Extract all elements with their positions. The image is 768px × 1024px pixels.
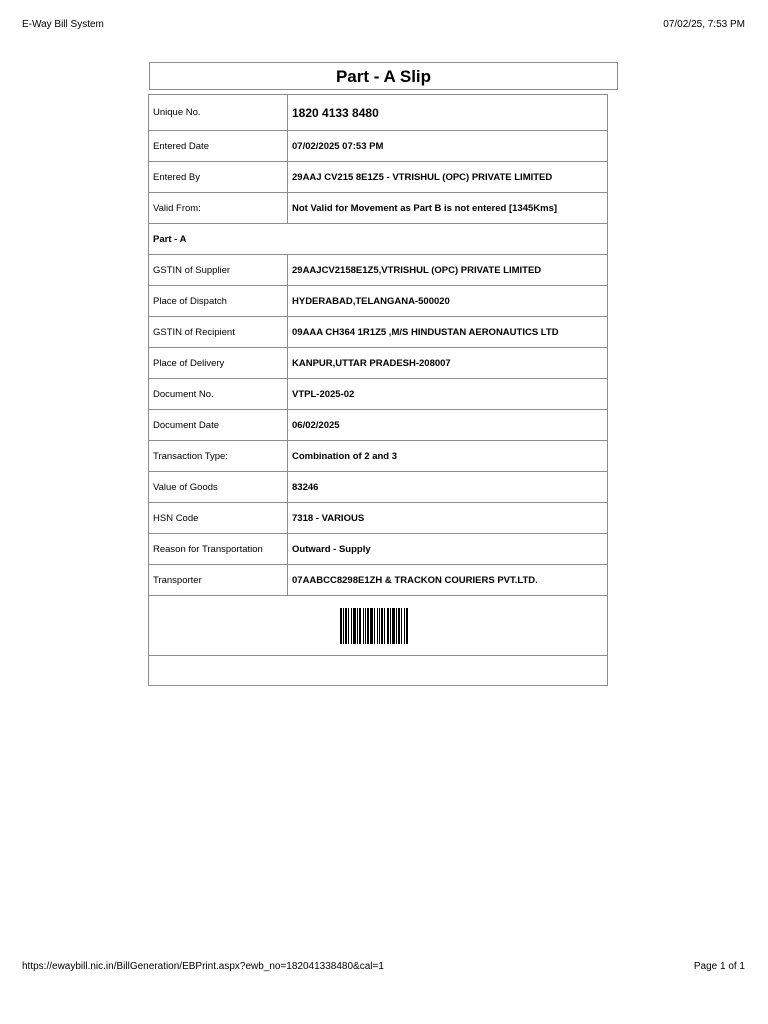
row-value: 09AAA CH364 1R1Z5 ,M/S HINDUSTAN AERONAUTICS LTD (288, 317, 608, 348)
table-row-barcode (149, 596, 608, 656)
table-row-place-of-delivery (149, 348, 608, 379)
print-header-app-title: E-Way Bill System (22, 19, 104, 30)
barcode-cell (149, 596, 608, 656)
table-row-empty (149, 656, 608, 686)
table-row-transporter (149, 565, 608, 596)
table-row-gstin-supplier (149, 255, 608, 286)
row-label: GSTIN of Recipient (149, 317, 288, 348)
print-footer-page-info: Page 1 of 1 (693, 961, 745, 972)
empty-cell (149, 656, 608, 686)
unique-no-value: 1820 4133 8480 (288, 95, 608, 131)
row-label: Value of Goods (149, 472, 288, 503)
row-label: Valid From: (149, 193, 288, 224)
table-row-section-part-a (149, 224, 608, 255)
print-header-datetime: 07/02/25, 7:53 PM (663, 19, 745, 30)
row-label: Reason for Transportation (149, 534, 288, 565)
table-row-entered-date (149, 131, 608, 162)
row-value: Not Valid for Movement as Part B is not entered [1345Kms] (288, 193, 608, 224)
row-value: 29AAJCV2158E1Z5,VTRISHUL (OPC) PRIVATE LIMITED (288, 255, 608, 286)
row-label: Place of Dispatch (149, 286, 288, 317)
row-label: Entered Date (149, 131, 288, 162)
print-footer-url: https://ewaybill.nic.in/BillGeneration/EBPrint.aspx?ewb_no=182041338480&cal=1 (22, 961, 384, 972)
row-label: Place of Delivery (149, 348, 288, 379)
unique-no-label: Unique No. (149, 95, 288, 131)
table-row-document-no (149, 379, 608, 410)
table-row-unique-no (149, 95, 608, 131)
row-value: 29AAJ CV215 8E1Z5 - VTRISHUL (OPC) PRIVATE LIMITED (288, 162, 608, 193)
row-label: Transaction Type: (149, 441, 288, 472)
row-label: Document No. (149, 379, 288, 410)
table-row-reason-for-transportation (149, 534, 608, 565)
row-label: GSTIN of Supplier (149, 255, 288, 286)
table-row-hsn-code (149, 503, 608, 534)
row-label: Entered By (149, 162, 288, 193)
row-value: 83246 (288, 472, 608, 503)
row-value: 7318 - VARIOUS (288, 503, 608, 534)
row-label: Transporter (149, 565, 288, 596)
row-label: Document Date (149, 410, 288, 441)
row-value: Outward - Supply (288, 534, 608, 565)
table-row-transaction-type (149, 441, 608, 472)
table-row-valid-from (149, 193, 608, 224)
row-value: HYDERABAD,TELANGANA-500020 (288, 286, 608, 317)
table-row-value-of-goods (149, 472, 608, 503)
row-value: KANPUR,UTTAR PRADESH-208007 (288, 348, 608, 379)
row-label: HSN Code (149, 503, 288, 534)
slip-table (148, 94, 608, 686)
table-row-place-of-dispatch (149, 286, 608, 317)
barcode-icon (340, 608, 416, 644)
row-value: 07AABCC8298E1ZH & TRACKON COURIERS PVT.LTD. (288, 565, 608, 596)
row-value: 06/02/2025 (288, 410, 608, 441)
row-value: 07/02/2025 07:53 PM (288, 131, 608, 162)
table-row-gstin-recipient (149, 317, 608, 348)
table-row-entered-by (149, 162, 608, 193)
table-row-document-date (149, 410, 608, 441)
row-value: VTPL-2025-02 (288, 379, 608, 410)
row-value: Combination of 2 and 3 (288, 441, 608, 472)
section-heading-part-a: Part - A (149, 224, 608, 255)
slip-title: Part - A Slip (149, 62, 618, 90)
